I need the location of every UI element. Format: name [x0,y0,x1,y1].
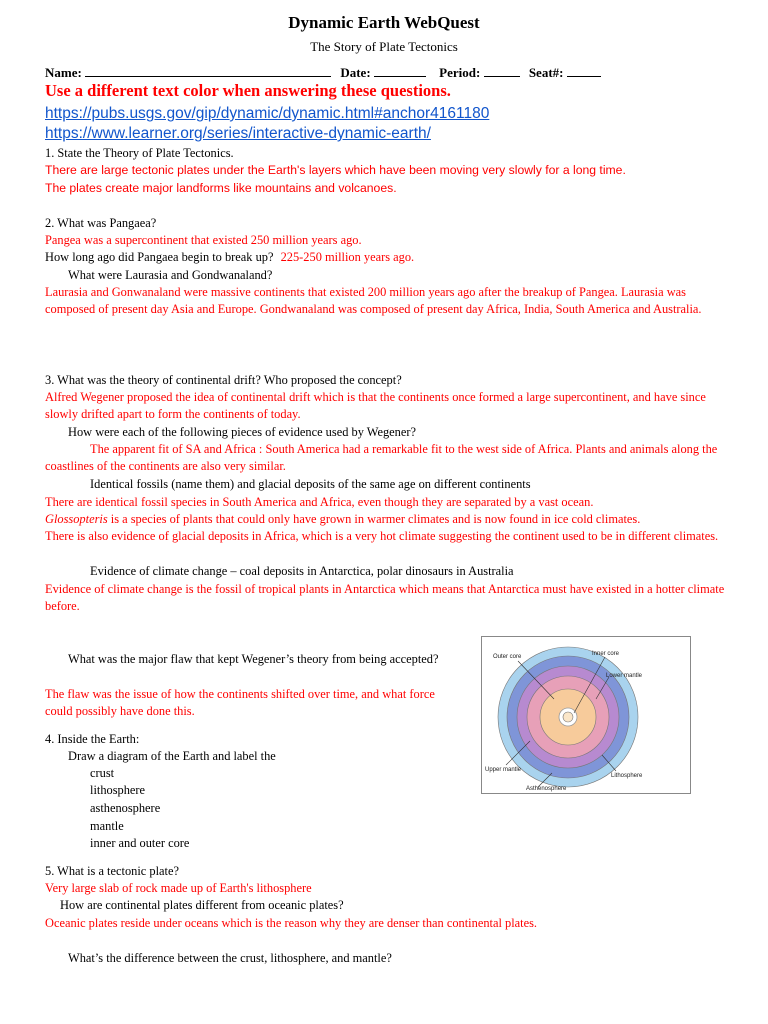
answer-fossils-3: There is also evidence of glacial deposits in Africa, which is a very hot climate suggesting the continent used to be in different climates. [45,529,719,543]
question-3-evidence: How were each of the following pieces of evidence used by Wegener? [68,425,416,439]
question-5-compare: How are continental plates different from oceanic plates? [60,898,344,912]
layer-item: lithosphere [90,783,146,797]
label-upper-mantle: Upper mantle [485,767,522,773]
question-5: 5. What is a tectonic plate? [45,864,179,878]
prompt-fossils: Identical fossils (name them) and glacial deposits of the same age on different continents [90,477,531,491]
link-learner[interactable]: https://www.learner.org/series/interactive-dynamic-earth/ [45,125,431,142]
date-blank[interactable] [374,64,426,77]
seat-label: Seat#: [528,65,564,80]
answer-3-flaw: The flaw was the issue of how the continents shifted over time, and what force could possibly have done this. [45,687,435,718]
header-fields [45,64,601,81]
label-outer-core: Outer core [493,654,522,660]
breakup-answer: 225-250 million years ago. [280,250,415,264]
period-blank[interactable] [484,64,520,77]
answer-1-line1: There are large tectonic plates under the Earth's layers which have been moving very slowly for a long time. [45,163,626,177]
question-4: 4. Inside the Earth: [45,732,140,746]
answer-fossils-1: There are identical fossil species in South America and Africa, even though they are separated by a vast ocean. [45,495,594,509]
name-label: Name: [45,65,82,80]
answer-3: Alfred Wegener proposed the idea of continental drift which is that the continents once formed a large supercontinent, and have since slowly drifted apart to form the continents of today. [45,390,706,421]
label-asthenosphere: Asthenosphere [526,786,567,792]
answer-fossils-2 [45,511,640,528]
answer-5-compare: Oceanic plates reside under oceans which is the reason why they are denser than continental plates. [45,916,537,930]
link-usgs[interactable]: https://pubs.usgs.gov/gip/dynamic/dynamic.html#anchor4161180 [45,105,490,122]
answer-fossils-2-rest: is a species of plants that could only have grown in warmer climates and is now found in ice cold climates. [107,512,641,526]
question-3-flaw: What was the major flaw that kept Wegener’s theory from being accepted? [68,652,439,666]
answer-2: Pangea was a supercontinent that existed 250 million years ago. [45,233,362,247]
layer-item: mantle [90,819,124,833]
earth-layers-diagram [481,636,691,794]
name-blank[interactable] [85,64,331,77]
page-title: Dynamic Earth WebQuest [288,13,480,32]
answer-2-laurasia: Laurasia and Gonwanaland were massive continents that existed 200 million years ago after the breakup of Pangea. Laurasia was composed of present day Asia and Europe. Gondwanaland was composed of present day Africa, India, South America and Australia. [45,285,702,316]
answer-3-fit: The apparent fit of SA and Africa : South America had a remarkable fit to the west side of Africa. Plants and animals along the coastlines of the continents are also very similar. [45,442,718,473]
earth-layers-svg [482,637,690,793]
layer-item: crust [90,766,115,780]
answer-5: Very large slab of rock made up of Earth's lithosphere [45,881,312,895]
question-2-breakup [45,249,414,266]
seat-blank[interactable] [567,64,601,77]
label-inner-core: Inner core [592,651,620,657]
prompt-climate: Evidence of climate change – coal deposits in Antarctica, polar dinosaurs in Australia [90,564,514,578]
answer-1-line2: The plates create major landforms like mountains and volcanoes. [45,181,397,195]
answer-climate: Evidence of climate change is the fossil of tropical plants in Antarctica which means that Antarctica must have existed in a hotter climate before. [45,582,725,613]
period-label: Period: [439,65,481,80]
page-subtitle: The Story of Plate Tectonics [310,39,458,54]
inner-core-layer [563,712,573,722]
question-5-difference: What’s the difference between the crust, lithosphere, and mantle? [68,951,392,965]
layer-item: asthenosphere [90,801,161,815]
question-2: 2. What was Pangaea? [45,216,157,230]
instructions: Use a different text color when answering these questions. [45,81,451,100]
glossopteris-term: Glossopteris [45,512,108,526]
label-lithosphere: Lithosphere [611,773,643,779]
question-4-instruction: Draw a diagram of the Earth and label the [68,749,276,763]
date-label: Date: [340,65,371,80]
question-3: 3. What was the theory of continental drift? Who proposed the concept? [45,373,402,387]
layer-item: inner and outer core [90,836,190,850]
question-2-laurasia: What were Laurasia and Gondwanaland? [68,268,273,282]
breakup-question: How long ago did Pangaea begin to break up? [45,250,274,264]
question-1: 1. State the Theory of Plate Tectonics. [45,146,234,160]
label-lower-mantle: Lower mantle [606,673,643,679]
